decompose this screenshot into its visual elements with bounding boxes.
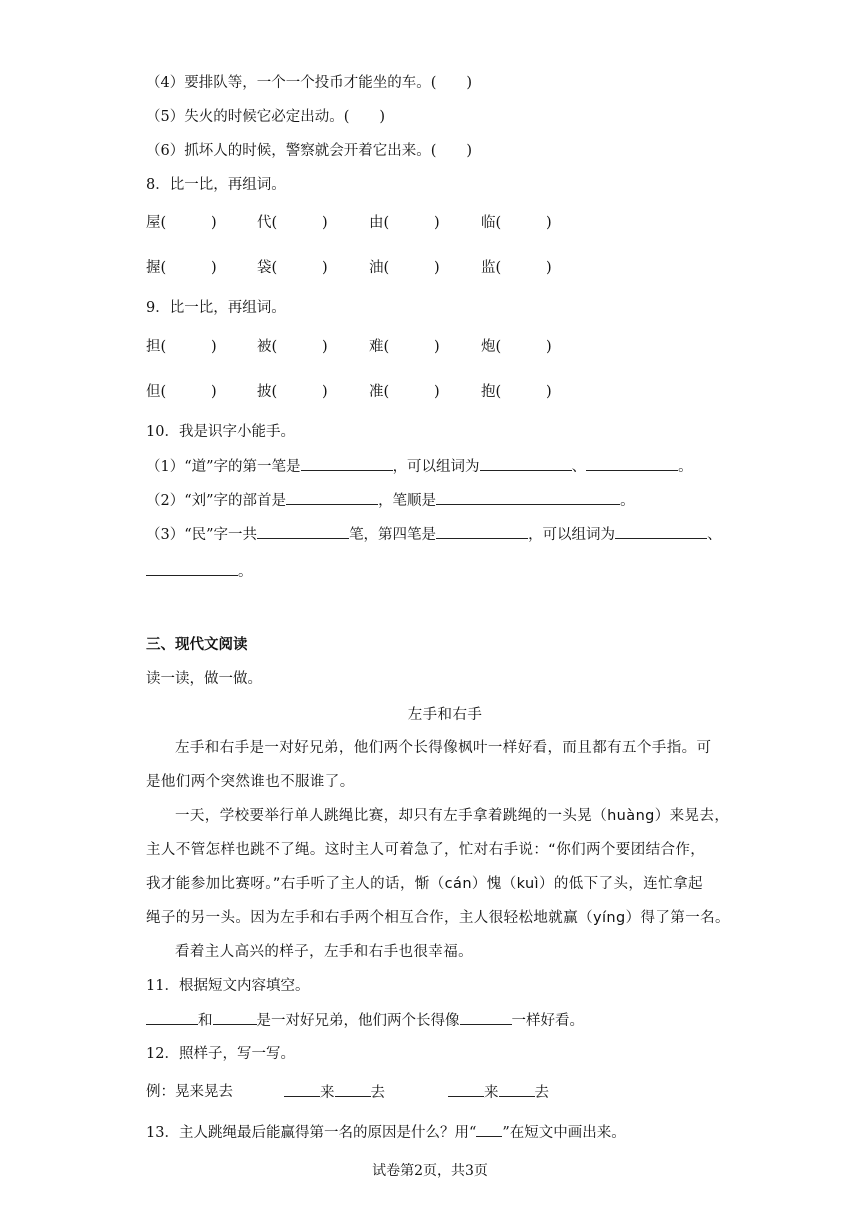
story-title: 左手和右手 [407, 707, 483, 723]
char-cell: 握( [146, 260, 167, 276]
section-heading: 三、现代文阅读 [146, 636, 248, 653]
char-cell: 难( [369, 339, 390, 355]
q7-item-6: （6）抓坏人的时候，警察就会开着它出来。( ) [146, 143, 473, 159]
q13-question: 13．主人跳绳最后能赢得第一名的原因是什么？用“ ”在短文中画出来。 [146, 1122, 626, 1143]
answer-blank[interactable] [213, 1010, 257, 1025]
char-cell: 准( [369, 384, 390, 400]
q10-title: 10．我是识字小能手。 [146, 424, 295, 440]
story-line: 主人不管怎样也跳不了绳。这时主人可着急了，忙对右手说：“你们两个要团结合作， [146, 842, 706, 858]
close-paren: ) [322, 384, 328, 400]
answer-blank[interactable] [284, 1082, 320, 1097]
q10-sub-2: （2）“刘”字的部首是 ，笔顺是 。 [146, 490, 635, 511]
answer-blank[interactable] [301, 456, 393, 471]
char-cell: 油( [369, 260, 390, 276]
story-line: 是他们两个突然谁也不服谁了。 [146, 774, 355, 790]
q12-example: 例：晃来晃去 [146, 1084, 233, 1100]
answer-blank[interactable] [436, 490, 620, 505]
char-cell: 抱( [481, 384, 502, 400]
close-paren: ) [546, 384, 552, 400]
char-cell: 披( [257, 384, 278, 400]
q11-title: 11．根据短文内容填空。 [146, 978, 310, 994]
char-cell: 被( [257, 339, 278, 355]
answer-blank[interactable] [499, 1082, 535, 1097]
q7-item-5: （5）失火的时候它必定出动。( ) [146, 109, 386, 125]
q12-fill-1: 来 去 [284, 1082, 385, 1103]
close-paren: ) [546, 215, 552, 231]
answer-blank[interactable] [586, 456, 678, 471]
close-paren: ) [546, 260, 552, 276]
close-paren: ) [434, 384, 440, 400]
q9-title: 9．比一比，再组词。 [146, 300, 286, 316]
close-paren: ) [322, 339, 328, 355]
close-paren: ) [434, 215, 440, 231]
q12-title: 12．照样子，写一写。 [146, 1046, 295, 1062]
char-cell: 屋( [146, 215, 167, 231]
story-line: 一天，学校要举行单人跳绳比赛，却只有左手拿着跳绳的一头晃（huàng）来晃去， [175, 808, 730, 824]
answer-blank[interactable] [460, 1010, 512, 1025]
answer-blank[interactable] [146, 561, 238, 576]
close-paren: ) [211, 339, 217, 355]
char-cell: 但( [146, 384, 167, 400]
close-paren: ) [322, 215, 328, 231]
answer-blank[interactable] [615, 524, 707, 539]
underline-mark [476, 1122, 502, 1137]
q11-fill: 和 是一对好兄弟，他们两个长得像 一样好看。 [146, 1010, 584, 1031]
q8-title: 8．比一比，再组词。 [146, 177, 286, 193]
char-cell: 代( [257, 215, 278, 231]
answer-blank[interactable] [146, 1010, 198, 1025]
story-line: 看着主人高兴的样子，左手和右手也很幸福。 [175, 944, 473, 960]
answer-blank[interactable] [480, 456, 572, 471]
q10-sub-3-cont: 。 [146, 561, 253, 582]
answer-blank[interactable] [335, 1082, 371, 1097]
answer-blank[interactable] [286, 490, 378, 505]
story-line: 我才能参加比赛呀。”右手听了主人的话，惭（cán）愧（kuì）的低下了头，连忙拿起 [146, 876, 703, 892]
answer-blank[interactable] [436, 524, 528, 539]
story-line: 左手和右手是一对好兄弟，他们两个长得像枫叶一样好看，而且都有五个手指。可 [175, 740, 712, 756]
close-paren: ) [211, 215, 217, 231]
story-line: 绳子的另一头。因为左手和右手两个相互合作，主人很轻松地就赢（yíng）得了第一名。 [146, 910, 730, 926]
close-paren: ) [434, 339, 440, 355]
char-cell: 由( [369, 215, 390, 231]
close-paren: ) [434, 260, 440, 276]
answer-blank[interactable] [257, 524, 349, 539]
reading-instruction: 读一读，做一做。 [146, 671, 262, 687]
char-cell: 袋( [257, 260, 278, 276]
q10-sub-1: （1）“道”字的第一笔是 ，可以组词为 、 。 [146, 456, 693, 477]
close-paren: ) [211, 260, 217, 276]
char-cell: 炮( [481, 339, 502, 355]
answer-blank[interactable] [448, 1082, 484, 1097]
close-paren: ) [211, 384, 217, 400]
q10-sub-3: （3）“民”字一共 笔，第四笔是 ，可以组词为 、 [146, 524, 722, 545]
q12-fill-2: 来 去 [448, 1082, 549, 1103]
close-paren: ) [546, 339, 552, 355]
char-cell: 监( [481, 260, 502, 276]
page-footer: 试卷第2页，共3页 [372, 1163, 488, 1179]
q7-item-4: （4）要排队等，一个一个投币才能坐的车。( ) [146, 75, 473, 91]
char-cell: 临( [481, 215, 502, 231]
close-paren: ) [322, 260, 328, 276]
char-cell: 担( [146, 339, 167, 355]
